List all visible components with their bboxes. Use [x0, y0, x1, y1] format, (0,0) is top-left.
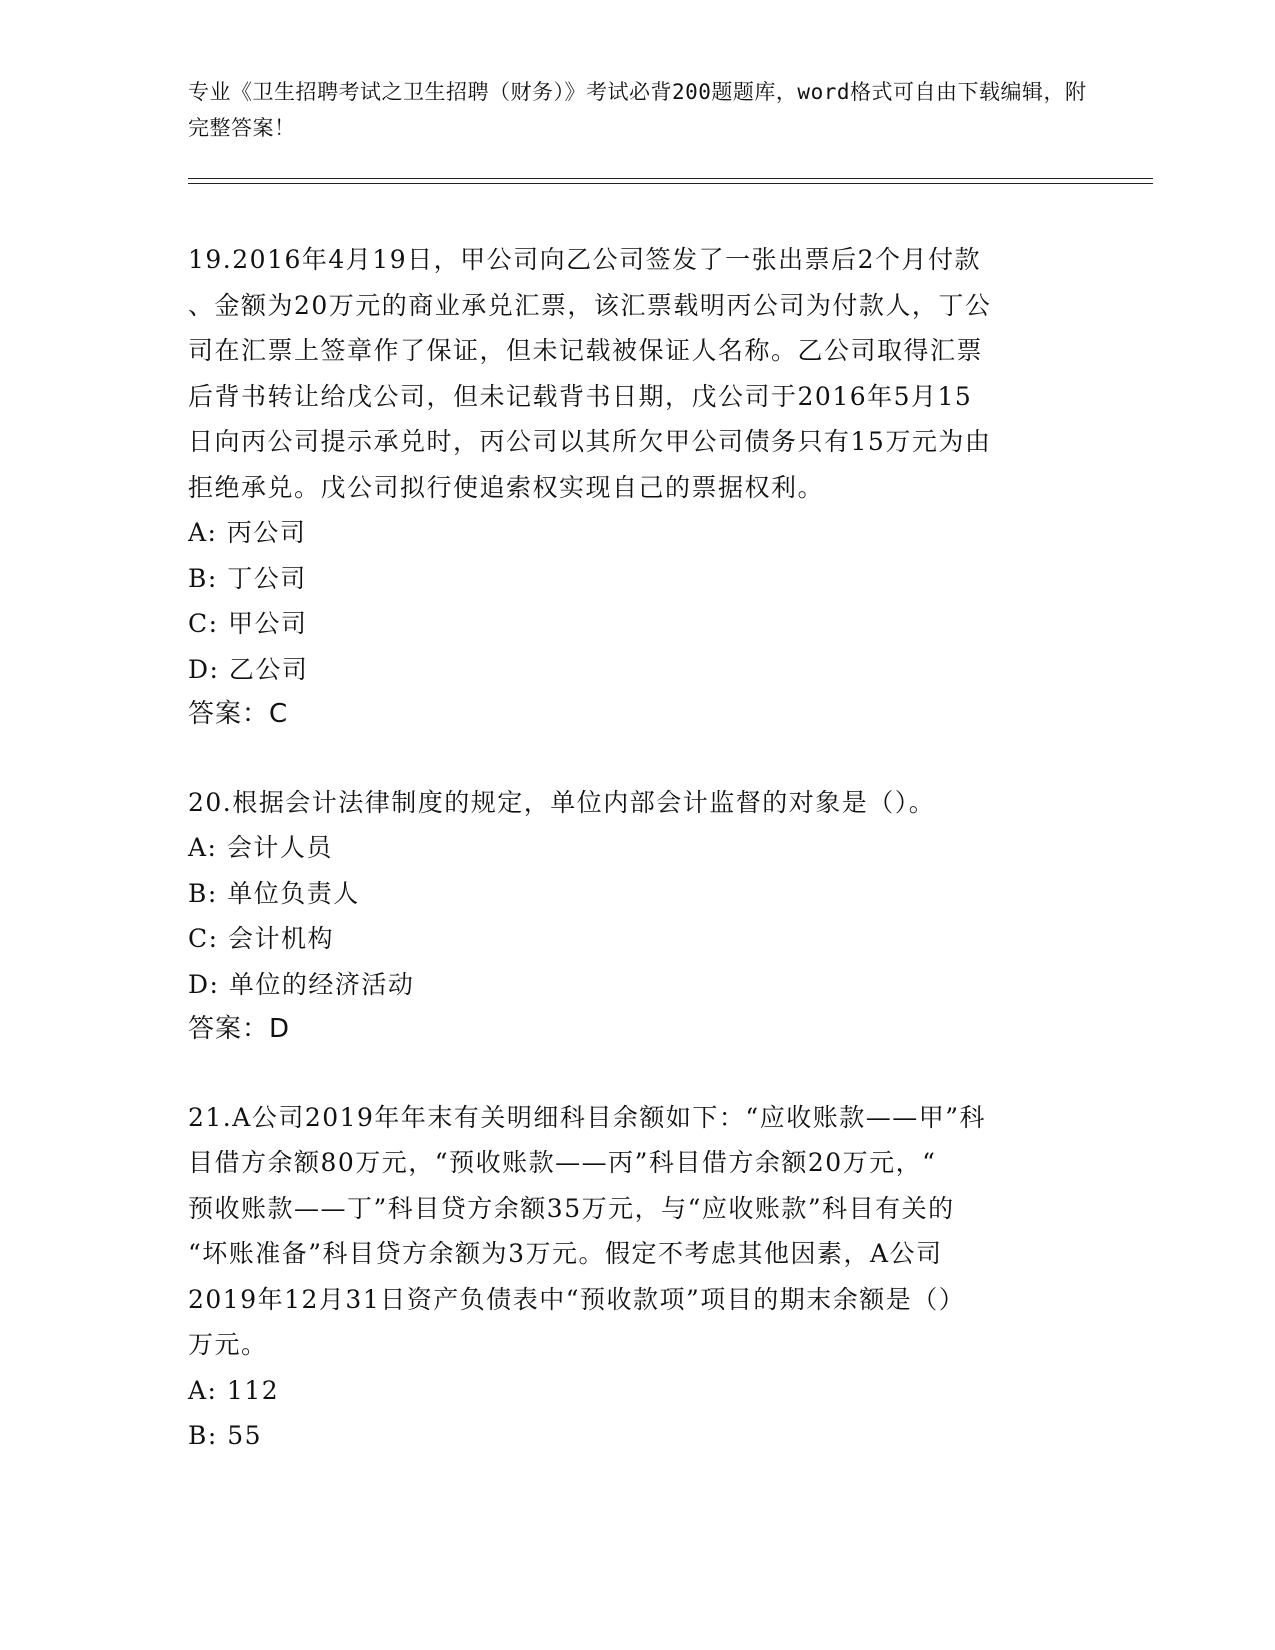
option-b: B: 单位负责人: [188, 878, 360, 908]
option-c: C: 甲公司: [188, 609, 308, 638]
answer-label: 答案：D: [188, 1014, 291, 1044]
option-c: C: 会计机构: [188, 924, 334, 953]
option-a: A: 会计人员: [188, 833, 333, 862]
question-stem: 19.2016年4月19日，甲公司向乙公司签发了一张出票后2个月付款 、金额为20万元的商业承兑汇票，该汇票载明丙公司为付款人，丁公 司在汇票上签章作了保证，但未记载被保证人名称。乙公司取得汇票 后背书转让给戊公司，但未记载背书日期，戊公司于2016年5月15 日向丙公司提示承兑时，丙公司以其所欠甲公司债务只有15万元为由 拒绝承兑。戊公司拟行使追索权实现自己的票据权利。: [188, 245, 992, 502]
header-rule-top: [188, 178, 1153, 179]
question-list: [188, 237, 1088, 1501]
option-a: A: 112: [188, 1375, 280, 1405]
option-d: D: 乙公司: [188, 654, 309, 684]
question-21: [188, 1095, 1088, 1459]
option-a: A: 丙公司: [188, 518, 307, 547]
option-b: B: 55: [188, 1421, 263, 1450]
question-stem: 20.根据会计法律制度的规定，单位内部会计监督的对象是（）。: [188, 787, 936, 817]
header-rule-bottom: [188, 183, 1153, 184]
question-19: [188, 237, 1088, 738]
answer-label: 答案：C: [188, 699, 289, 729]
option-b: B: 丁公司: [188, 563, 307, 593]
option-d: D: 单位的经济活动: [188, 969, 415, 999]
question-20: [188, 780, 1088, 1053]
document-header: 专业《卫生招聘考试之卫生招聘（财务）》考试必背200题题库，word格式可自由下载编辑，附完整答案！: [188, 80, 1087, 140]
question-stem: 21.A公司2019年年末有关明细科目余额如下：“应收账款——甲”科 目借方余额80万元，“预收账款——丙”科目借方余额20万元，“ 预收账款——丁”科目贷方余额35万元，与“应收账款”科目有关的 “坏账准备”科目贷方余额为3万元。假定不考虑其他因素，A公司 2019年12月31日资产负债表中“预收款项”项目的期末余额是（） 万元。: [188, 1102, 986, 1359]
